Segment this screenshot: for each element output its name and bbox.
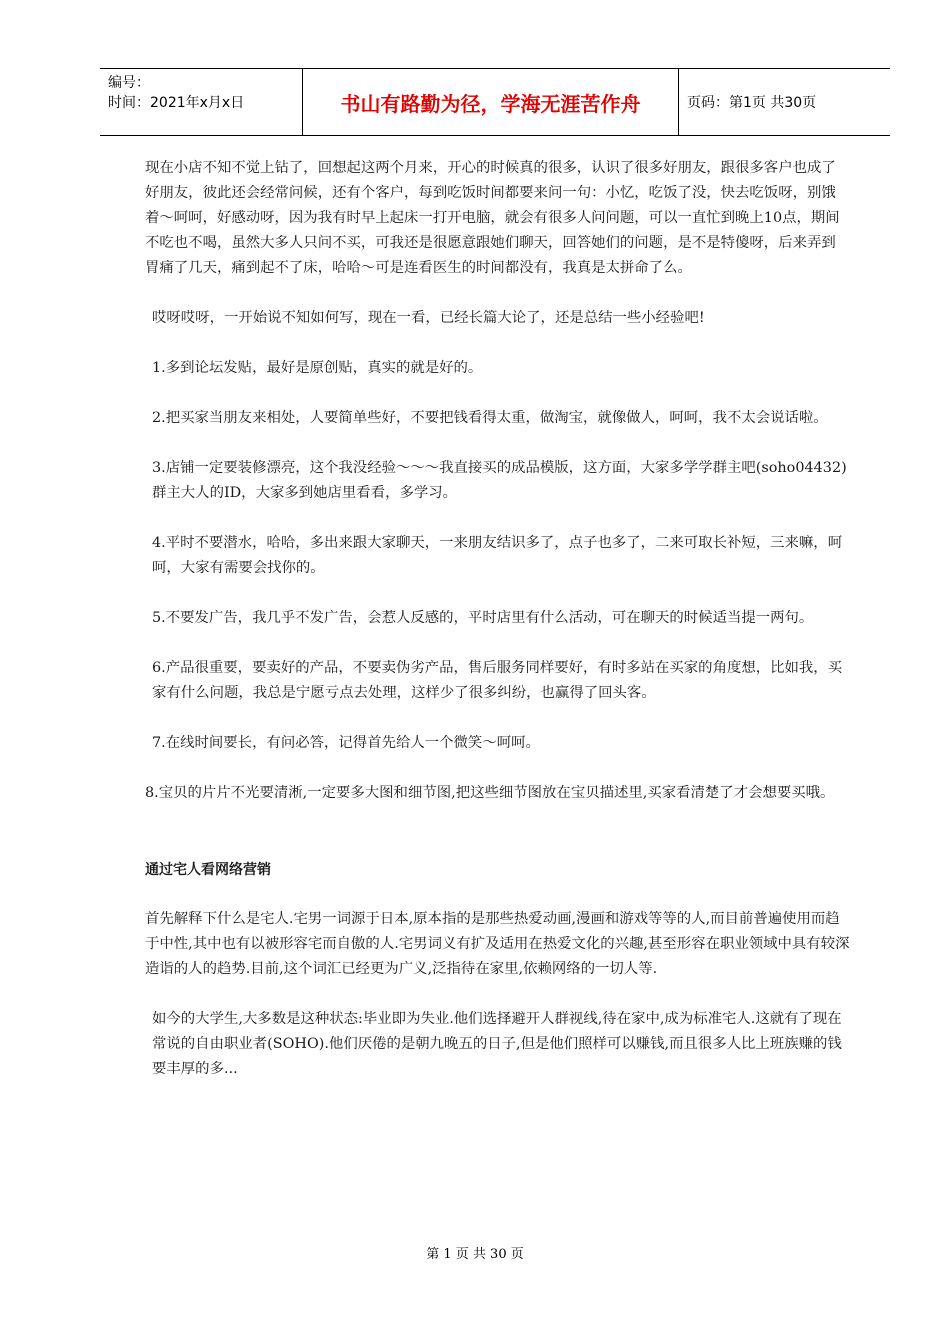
list-item: 2.把买家当朋友来相处，人要简单些好，不要把钱看得太重，做淘宝，就像做人，呵呵，我不太会说话啦。 [152, 410, 828, 426]
list-item: 7.在线时间要长，有问必答，记得首先给人一个微笑～呵呵。 [152, 735, 540, 751]
list-item: 4.平时不要潜水，哈哈，多出来跟大家聊天，一来朋友结识多了，点子也多了，二来可取长补短，三来嘛，呵呵，大家有需要会找你的。 [152, 535, 843, 576]
list-item: 6.产品很重要，要卖好的产品，不要卖伪劣产品，售后服务同样要好，有时多站在买家的角度想，比如我，买家有什么问题，我总是宁愿亏点去处理，这样少了很多纠纷，也赢得了回头客。 [152, 660, 843, 701]
list-item: 8.宝贝的片片不光要清淅,一定要多大图和细节图,把这些细节图放在宝贝描述里,买家看清楚了才会想要买哦。 [145, 785, 835, 801]
section-title: 通过宅人看网络营销 [145, 862, 271, 878]
list-item: 1.多到论坛发贴，最好是原创贴，真实的就是好的。 [152, 360, 483, 376]
paragraph: 哎呀哎呀，一开始说不知如何写，现在一看，已经长篇大论了，还是总结一些小经验吧! [152, 310, 705, 326]
number-label: 编号： [108, 75, 150, 91]
document-body [145, 156, 850, 1107]
paragraph: 如今的大学生,大多数是这种状态:毕业即为失业.他们选择避开人群视线,待在家中,成为标准宅人.这就有了现在常说的自由职业者(SOHO).他们厌倦的是朝九晚五的日子,但是他们照样可以赚钱,而且很多人比上班族赚的钱要丰厚的多... [152, 1011, 842, 1077]
page-header [100, 68, 890, 136]
list-item: 3.店铺一定要装修漂亮，这个我没经验～～～我直接买的成品模版，这方面，大家多学学群主吧(soho04432)群主大人的ID，大家多到她店里看看，多学习。 [152, 460, 847, 501]
header-page-info: 页码：第1页 共30页 [687, 95, 817, 111]
header-meta [100, 69, 303, 135]
paragraph: 首先解释下什么是宅人.宅男一词源于日本,原本指的是那些热爱动画,漫画和游戏等等的人,而目前普遍使用而趋于中性,其中也有以被形容宅而自傲的人.宅男词义有扩及适用在热爱文化的兴趣,甚至形容在职业领域中具有较深造诣的人的趋势.目前,这个词汇已经更为广义,泛指待在家里,依赖网络的一切人等. [145, 911, 850, 977]
page-footer: 第 1 页 共 30 页 [426, 1247, 524, 1262]
time-label: 时间：2021年x月x日 [108, 95, 245, 111]
paragraph: 现在小店不知不觉上钻了，回想起这两个月来，开心的时候真的很多，认识了很多好朋友，跟很多客户也成了好朋友，彼此还会经常问候，还有个客户，每到吃饭时间都要来问一句：小忆，吃饭了没，快去吃饭呀，别饿着～呵呵，好感动呀，因为我有时早上起床一打开电脑，就会有很多人问问题，可以一直忙到晚上10点，期间不吃也不喝，虽然大多人只问不买，可我还是很愿意跟她们聊天，回答她们的问题，是不是特傻呀，后来弄到胃痛了几天，痛到起不了床，哈哈～可是连看医生的时间都没有，我真是太拼命了么。 [145, 160, 840, 276]
list-item: 5.不要发广告，我几乎不发广告，会惹人反感的，平时店里有什么活动，可在聊天的时候适当提一两句。 [152, 610, 814, 626]
header-motto: 书山有路勤为径，学海无涯苦作舟 [303, 69, 679, 135]
